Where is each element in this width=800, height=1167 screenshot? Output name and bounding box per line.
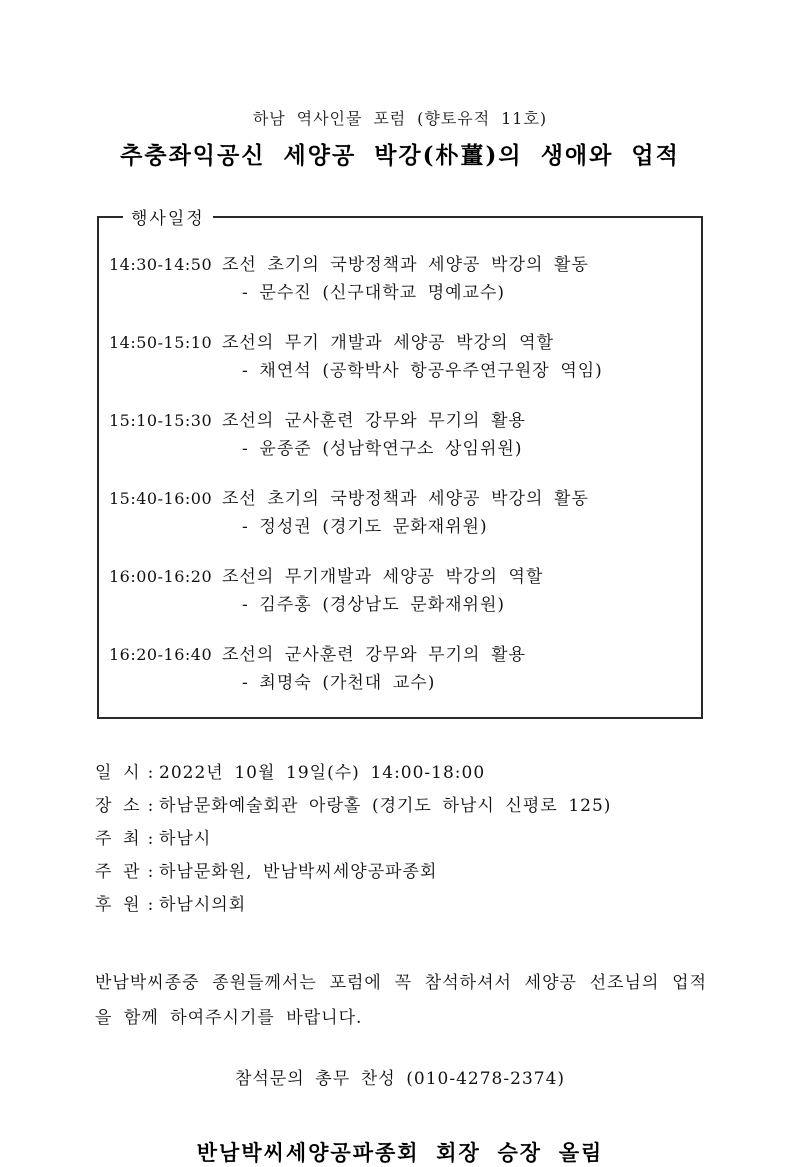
schedule-time: 16:00-16:20 <box>109 567 213 586</box>
detail-separator: : <box>147 796 155 816</box>
schedule-row <box>109 485 687 513</box>
detail-label: 장 소 <box>95 796 141 816</box>
schedule-item <box>109 407 687 463</box>
schedule-row <box>109 641 687 669</box>
schedule-time: 14:50-15:10 <box>109 333 213 352</box>
schedule-topic: 조선의 군사훈련 강무와 무기의 활용 <box>222 645 526 665</box>
detail-row-organizer <box>95 856 705 889</box>
schedule-item <box>109 329 687 385</box>
schedule-topic: 조선의 무기 개발과 세양공 박강의 역할 <box>222 333 555 353</box>
detail-separator: : <box>147 862 155 882</box>
schedule-item <box>109 251 687 307</box>
schedule-item <box>109 485 687 541</box>
detail-row-sponsor <box>95 889 705 922</box>
schedule-row <box>109 563 687 591</box>
schedule-box <box>97 204 703 719</box>
schedule-topic: 조선 초기의 국방정책과 세양공 박강의 활동 <box>222 489 589 509</box>
detail-separator: : <box>147 763 155 783</box>
schedule-speaker: - 김주홍 (경상남도 문화재위원) <box>242 595 506 615</box>
schedule-row <box>109 251 687 279</box>
detail-separator: : <box>147 895 155 915</box>
schedule-time: 15:40-16:00 <box>109 489 213 508</box>
notice-paragraph: 반남박씨종중 종원들께서는 포럼에 꼭 참석하셔서 세양공 선조님의 업적을 함께 하여주시기를 바랍니다. <box>95 973 707 1028</box>
schedule-legend: 행사일정 <box>131 209 205 229</box>
schedule-speaker: - 정성권 (경기도 문화재위원) <box>242 517 488 537</box>
detail-value: 하남시 <box>159 829 212 849</box>
page-title: 추충좌익공신 세양공 박강(朴薑)의 생애와 업적 <box>120 142 680 169</box>
detail-label: 후 원 <box>95 895 141 915</box>
schedule-speaker: - 문수진 (신구대학교 명예교수) <box>242 283 506 303</box>
event-details <box>95 757 705 922</box>
detail-label: 주 최 <box>95 829 141 849</box>
closing-line: 반남박씨세양공파종회 회장 승장 올림 <box>196 1140 604 1165</box>
detail-row-date <box>95 757 705 790</box>
schedule-speaker: - 최명숙 (가천대 교수) <box>242 673 436 693</box>
schedule-speaker: - 채연석 (공학박사 항공우주연구원장 역임) <box>242 361 603 381</box>
schedule-topic: 조선의 무기개발과 세양공 박강의 역할 <box>222 567 544 587</box>
schedule-time: 15:10-15:30 <box>109 411 213 430</box>
schedule-item <box>109 641 687 697</box>
detail-value: 하남시의회 <box>159 895 247 915</box>
detail-value: 하남문화예술회관 아랑홀 (경기도 하남시 신평로 125) <box>159 796 612 816</box>
schedule-row <box>109 407 687 435</box>
forum-subtitle: 하남 역사인물 포럼 (향토유적 11호) <box>252 109 548 128</box>
detail-value: 2022년 10월 19일(수) 14:00-18:00 <box>159 763 486 783</box>
schedule-topic: 조선의 군사훈련 강무와 무기의 활용 <box>222 411 526 431</box>
detail-label: 주 관 <box>95 862 141 882</box>
schedule-row <box>109 329 687 357</box>
detail-separator: : <box>147 829 155 849</box>
detail-label: 일 시 <box>95 763 141 783</box>
contact-line: 참석문의 총무 찬성 (010-4278-2374) <box>234 1069 566 1089</box>
schedule-item <box>109 563 687 619</box>
schedule-speaker: - 윤종준 (성남학연구소 상임위원) <box>242 439 523 459</box>
schedule-topic: 조선 초기의 국방정책과 세양공 박강의 활동 <box>222 255 589 275</box>
detail-row-venue <box>95 790 705 823</box>
schedule-time: 16:20-16:40 <box>109 645 213 664</box>
detail-row-host <box>95 823 705 856</box>
detail-value: 하남문화원, 반남박씨세양공파종회 <box>159 862 438 882</box>
schedule-time: 14:30-14:50 <box>109 255 213 274</box>
